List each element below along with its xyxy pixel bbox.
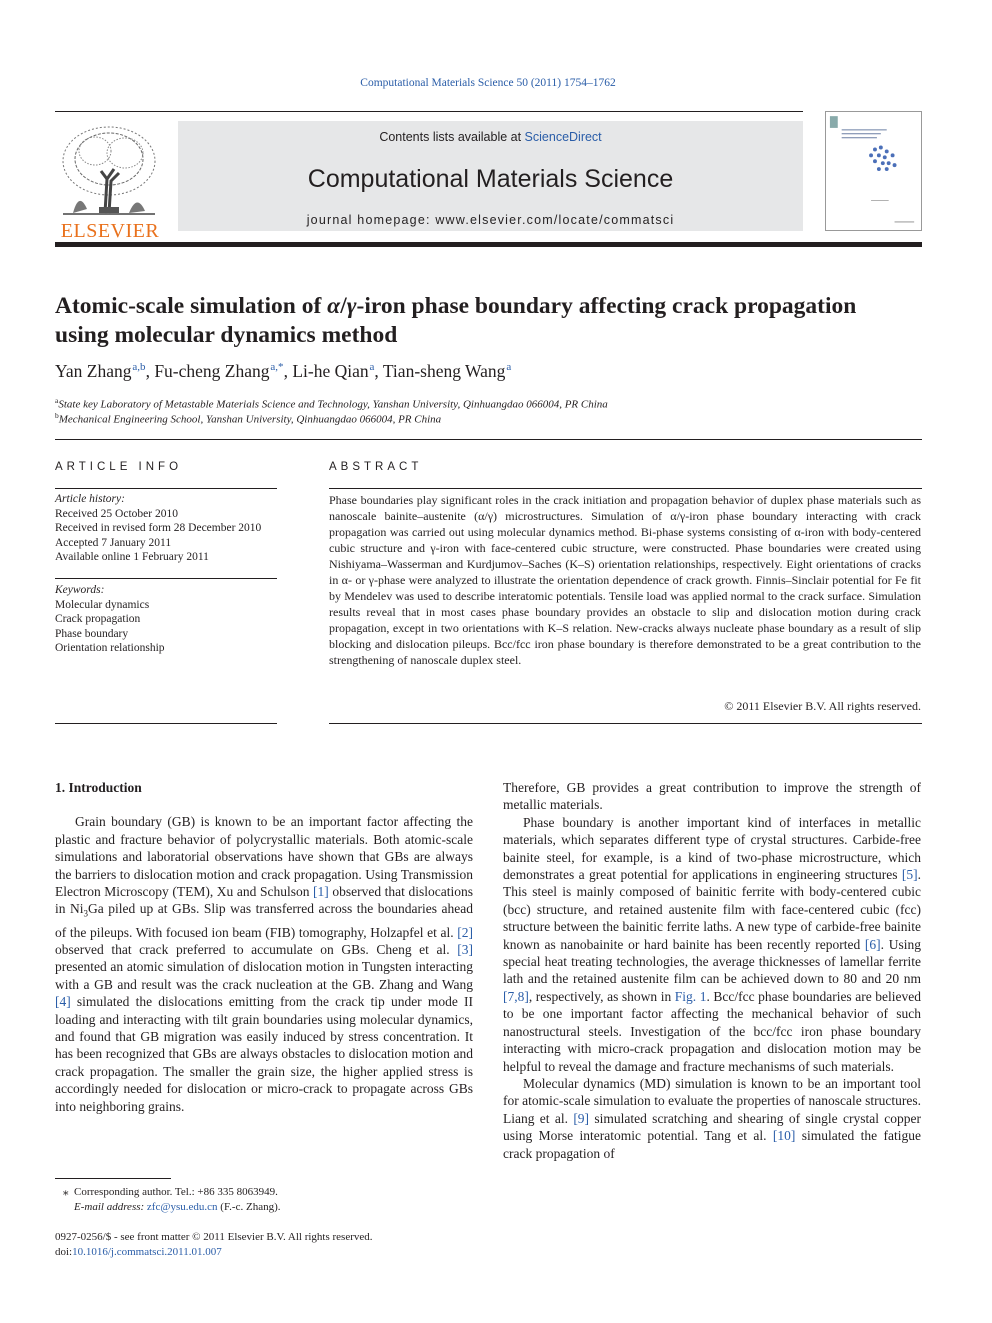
citation-link[interactable]: [9] [573, 1110, 590, 1126]
corresponding-author-footnote [55, 1185, 473, 1215]
masthead-bottom-rule [55, 242, 922, 247]
title-part-2: -iron phase boundary affecting crack propagation using molecular dynamics method [55, 293, 857, 348]
affiliation [55, 396, 608, 411]
doi-label: doi: [55, 1246, 73, 1258]
keyword-item: Crack propagation [55, 613, 141, 625]
keyword-item: Orientation relationship [55, 642, 165, 654]
history-item: Accepted 7 January 2011 [55, 536, 172, 549]
abstract-rule [329, 488, 922, 489]
citation-link[interactable]: [5] [901, 867, 918, 883]
author-affil-sup[interactable]: a [369, 361, 375, 374]
article-history [55, 492, 277, 565]
author-list: Yan Zhang $^{a,b}$, Fu-cheng Zhang $^{a,*}$, Li-he Qian $^a$, Tian-sheng Wang $^a$ [55, 361, 512, 381]
journal-banner [178, 121, 803, 231]
issn-doi-block [55, 1230, 473, 1260]
email-suffix: (F.-c. Zhang). [217, 1201, 281, 1213]
paragraph: Phase boundary is another important kind of interfaces in metallic materials, which separates different type of crystal structures. Carbide-free bainite steel, for example, is a kind of two-phase microstructure, which demonstrates a great potential for applications in engineering structures [5]. This steel is mainly composed of bainitic ferrite with body-centered cubic (bcc) structure, and retained austenite film with face-centered cubic (fcc) structure between the bainitic ferrite laths. A new type of carbide-free bainite known as nanobainite or hard bainite has been recently reported [6]. Using special heat treating technologies, the average thicknesses of lamellar ferrite lath and the retained austenite film can be achieved down to 80 and 20 nm [7,8], respectively, as shown in Fig. 1. Bcc/fcc phase boundaries are believed to be one important factor affecting the mechanical behavior of such nanostructural steels. Investigation of the bcc/fcc iron phase boundary interacting with micro-crack propagation and dislocation motion may be helpful to reveal the damage and fracture mechanisms of such materials. [503, 814, 922, 1074]
article-title [55, 292, 915, 350]
doi-link[interactable]: 10.1016/j.commatsci.2011.01.007 [72, 1246, 222, 1258]
elsevier-wordmark: ELSEVIER [60, 220, 160, 242]
journal-homepage [178, 213, 803, 227]
header-divider [55, 439, 922, 440]
history-item: Received 25 October 2010 [55, 507, 178, 520]
title-slash: / [340, 293, 347, 319]
contents-available-line [178, 130, 803, 144]
keyword-item: Molecular dynamics [55, 598, 150, 611]
footnote-rule [55, 1178, 171, 1179]
journal-name: Computational Materials Science [307, 165, 674, 193]
sciencedirect-link[interactable]: ScienceDirect [524, 130, 602, 144]
abstract-heading: ABSTRACT [329, 461, 423, 473]
journal-citation[interactable]: Computational Materials Science 50 (2011) 1754–1762 [360, 77, 616, 89]
body-column-right [503, 779, 921, 1162]
citation-link[interactable]: [4] [55, 994, 71, 1010]
affiliation-text: State key Laboratory of Metastable Materials Science and Technology, Yanshan University, Qinhuangdao 066004, PR China [58, 398, 608, 411]
footnote-line [55, 1185, 473, 1200]
paragraph: Grain boundary (GB) is known to be an important factor affecting the plastic and fracture behavior of polycrystallic materials. Both atomic-scale simulations and laboratorial observations have shown that GBs are always the barriers to dislocation motion and crack propagation. Using Transmission Electron Microscopy (TEM), Xu and Schulson [1] observed that dislocations in $Ni_3Ga$ piled up at GBs. Slip was transferred across the boundaries ahead of the pileups. With focused ion beam (FIB) tomography, Holzapfel et al. [2] observed that crack preferred to accumulate on GBs. Cheng et al. [3] presented an atomic simulation of dislocation motion in Tungsten interacting with a GB and result was the crack nucleation at the GB. Zhang and Wang [4] simulated the dislocations emitting from the crack tip under mode II loading and interacting with tilt grain boundaries using molecular dynamics, and found that GB migration was easily induced by stress concentration. It has been recognized that GBs are always obstacles to dislocation motion and crack propagation. The smaller the grain size, the higher applied stress is accordingly needed for dislocation or micro-crack to propagate across GBs into neighboring grains. [55, 814, 473, 1114]
affiliation [55, 411, 441, 426]
footnote-mark: ⁎ [63, 1186, 69, 1198]
article-info-heading: ARTICLE INFO [55, 461, 183, 473]
history-item: Received in revised form 28 December 2010 [55, 522, 262, 534]
title-part-1: Atomic-scale simulation of [55, 293, 328, 319]
email-link[interactable]: zfc@ysu.edu.cn [146, 1201, 218, 1213]
body-column-left [55, 779, 473, 1115]
keywords-rule [55, 578, 277, 579]
author-affil-sup[interactable]: a,b [132, 361, 146, 374]
keywords [55, 583, 277, 656]
footnote-email-line [55, 1200, 473, 1215]
elsevier-logo[interactable] [55, 121, 165, 243]
email-label: E-mail address: [74, 1201, 147, 1213]
author-affil-sup[interactable]: a,* [270, 361, 284, 374]
masthead-top-rule [55, 111, 803, 112]
abstract-text: Phase boundaries play significant roles in the crack initiation and propagation behavior of duplex phase materials such as nanoscale bainite–austenite (α/γ) microstructures. Simulation of α/γ-iron phase boundary interacting with crack propagation was carried out using molecular dynamics method. Bi-phase systems consisting of α-iron with body-centered cubic structure and γ-iron with face-centered cubic structure, were constructed. Phase boundaries were created using Nishiyama–Wasserman and Kurdjumov–Saches (K–S) orientation relationships, respectively. Eight orientations of cracks in α- or γ-phase were analyzed to illustrate the orientation dependence of crack growth. Finnis–Sinclair potential for Fe fit by Mendelev was used to describe interatomic potentials. Tensile load was applied normal to the crack surface. Simulation results reveal that in most cases phase boundary provides an obstacle to slip and dislocation motion during crack propagation, except in two orientations with K–S relation. New-cracks always nucleate phase boundary as a result of slip blocking and dislocation pileups. Bcc/fcc iron phase boundary is therefore demonstrated to be a great contribution to the strengthening of nanoscale duplex steel. [329, 493, 921, 667]
issn-line: 0927-0256/$ - see front matter © 2011 Elsevier B.V. All rights reserved. [55, 1231, 373, 1243]
abstract-bottom-rule [329, 723, 922, 724]
abstract-copyright: © 2011 Elsevier B.V. All rights reserved. [724, 699, 921, 713]
keywords-label: Keywords: [55, 584, 105, 596]
cover-art-icon [826, 112, 921, 230]
affiliation-text: Mechanical Engineering School, Yanshan University, Qinhuangdao 066004, PR China [58, 413, 442, 426]
citation-link[interactable]: [1] [313, 884, 329, 900]
subscript: 3 [83, 909, 88, 920]
keyword-item: Phase boundary [55, 627, 129, 640]
citation-link[interactable]: [2] [457, 924, 473, 940]
homepage-prefix: journal homepage: [306, 213, 436, 227]
article-info-rule [55, 488, 277, 489]
doi-line [55, 1245, 473, 1260]
journal-cover-thumbnail[interactable] [825, 111, 922, 231]
paragraph: Molecular dynamics (MD) simulation is known to be an important tool for atomic-scale simulation to evaluate the properties of nanoscale structures. Liang et al. [9] simulated scratching and shearing of single crystal copper using Morse interatomic potential. Tang et al. [10] simulated the fatigue crack propagation of [503, 1075, 922, 1161]
author-name[interactable]: Tian-sheng Wang [382, 361, 506, 381]
affiliation-sup: b [55, 411, 59, 420]
article-info-bottom-rule [55, 723, 277, 724]
journal-masthead [55, 111, 922, 247]
author-name[interactable]: Fu-cheng Zhang [154, 361, 270, 381]
affiliation-sup: a [55, 396, 59, 405]
homepage-url-link[interactable]: www.elsevier.com/locate/commatsci [435, 213, 675, 227]
history-item: Available online 1 February 2011 [55, 551, 209, 563]
citation-link[interactable]: [7,8] [503, 988, 529, 1004]
citation-link[interactable]: [10] [772, 1128, 796, 1144]
figure-link[interactable]: Fig. 1 [674, 988, 707, 1004]
author-name[interactable]: Li-he Qian [292, 361, 369, 381]
title-gamma: γ [346, 293, 357, 319]
contents-prefix: Contents lists available at [379, 130, 525, 144]
paragraph: Therefore, GB provides a great contribution to improve the strength of metallic materials. [503, 780, 921, 813]
title-alpha: α [327, 293, 341, 319]
author-name[interactable]: Yan Zhang [55, 361, 132, 381]
elsevier-tree-icon [59, 121, 159, 217]
citation-link[interactable]: [3] [457, 941, 473, 957]
citation-link[interactable]: [6] [864, 936, 881, 952]
footnote-text: Corresponding author. Tel.: +86 335 8063949. [74, 1186, 278, 1198]
author-affil-sup[interactable]: a [506, 361, 512, 374]
history-label: Article history: [55, 493, 125, 505]
section-heading: 1. Introduction [55, 780, 142, 795]
